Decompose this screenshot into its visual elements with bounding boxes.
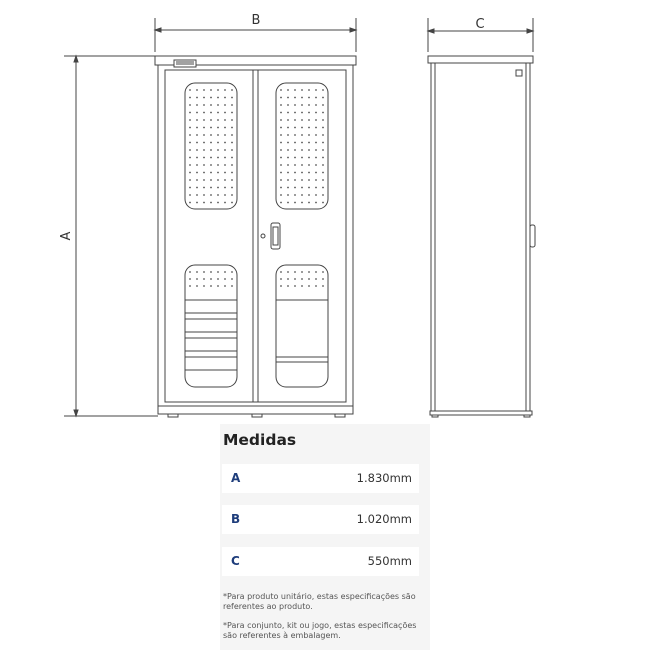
cabinet-side-view [428, 56, 535, 417]
perforation-pattern [189, 89, 324, 287]
dimension-a-label: A [59, 231, 74, 241]
specs-title: Medidas [223, 431, 297, 449]
cabinet-front-view [155, 56, 356, 417]
dimension-b-label: B [251, 13, 261, 28]
spec-key: A [231, 471, 241, 485]
spec-note-kit: *Para conjunto, kit ou jogo, estas especificações são referentes à embalagem. [223, 621, 417, 640]
spec-value: 1.830mm [356, 471, 412, 485]
spec-key: C [231, 554, 240, 568]
spec-row-a [222, 464, 419, 493]
spec-key: B [231, 512, 241, 526]
spec-value: 1.020mm [356, 512, 412, 526]
spec-row-c [222, 547, 419, 576]
dimension-c-label: C [475, 17, 485, 32]
dimension-a [64, 56, 158, 416]
spec-note-unit: *Para produto unitário, estas especificações são referentes ao produto. [223, 592, 416, 611]
spec-row-b [222, 505, 419, 534]
spec-value: 550mm [367, 554, 412, 568]
specs-panel [220, 424, 430, 650]
